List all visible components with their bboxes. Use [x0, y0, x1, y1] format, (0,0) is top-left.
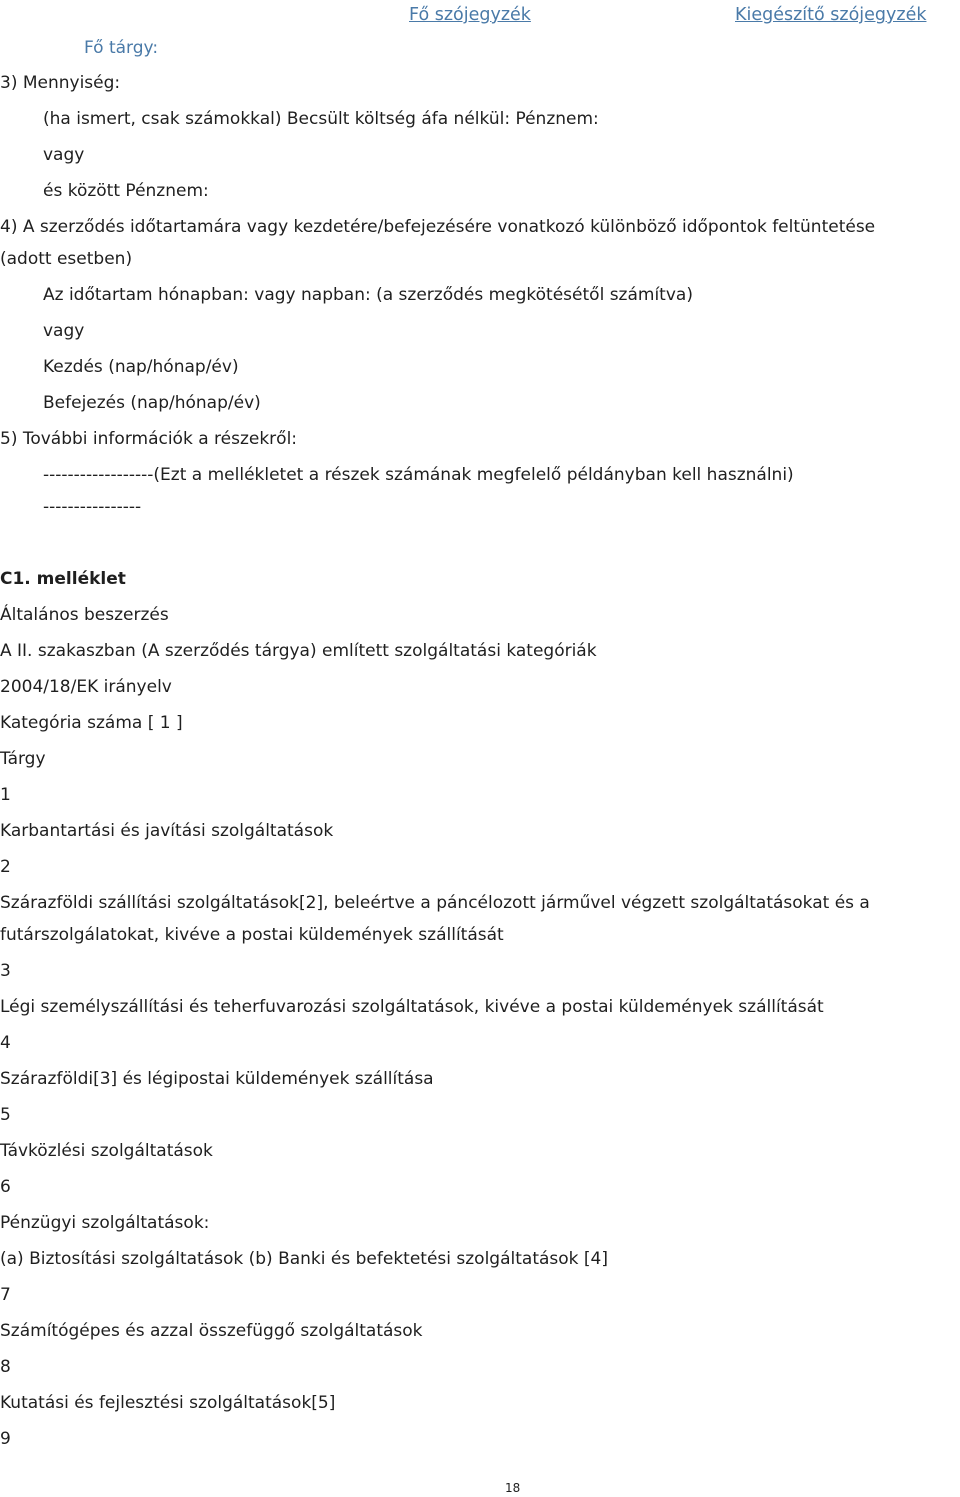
supplementary-vocabulary-link[interactable]: Kiegészítő szójegyzék: [735, 5, 927, 25]
category-item-number: 9: [0, 1429, 11, 1449]
section-4-or: vagy: [43, 321, 85, 341]
section-4-start-date: Kezdés (nap/hónap/év): [43, 357, 239, 377]
category-item-number: 1: [0, 785, 11, 805]
main-vocabulary-link[interactable]: Fő szójegyzék: [409, 5, 531, 25]
category-item-text: Légi személyszállítási és teherfuvarozási szolgáltatások, kivéve a postai küldemények szállítását: [0, 997, 824, 1017]
category-item-text: Számítógépes és azzal összefüggő szolgáltatások: [0, 1321, 423, 1341]
category-item-text: Pénzügyi szolgáltatások:: [0, 1213, 210, 1233]
category-item-number: 3: [0, 961, 11, 981]
section-3-range-line: és között Pénznem:: [43, 181, 209, 201]
category-item-text: Szárazföldi szállítási szolgáltatások[2], beleértve a páncélozott járművel végzett szolgáltatásokat és a: [0, 893, 870, 913]
page-number: 18: [505, 1481, 521, 1495]
category-item-text-cont: futárszolgálatokat, kivéve a postai küldemények szállítását: [0, 925, 504, 945]
category-item-number: 5: [0, 1105, 11, 1125]
main-subject-label: Fő tárgy:: [84, 38, 159, 58]
category-item-number: 7: [0, 1285, 11, 1305]
section-4-duration-line: Az időtartam hónapban: vagy napban: (a szerződés megkötésétől számítva): [43, 285, 693, 305]
section-3-or: vagy: [43, 145, 85, 165]
section-5-note: ------------------(Ezt a mellékletet a részek számának megfelelő példányban kell használni): [43, 465, 794, 485]
category-number: Kategória száma [ 1 ]: [0, 713, 183, 733]
category-item-text-cont: (a) Biztosítási szolgáltatások (b) Banki és befektetési szolgáltatások [4]: [0, 1249, 608, 1269]
category-item-number: 6: [0, 1177, 11, 1197]
section-4-heading: 4) A szerződés időtartamára vagy kezdetére/befejezésére vonatkozó különböző időpontok feltüntetése: [0, 217, 876, 237]
annex-intro: A II. szakaszban (A szerződés tárgya) említett szolgáltatási kategóriák: [0, 641, 597, 661]
section-3-heading: 3) Mennyiség:: [0, 73, 121, 93]
category-item-text: Karbantartási és javítási szolgáltatások: [0, 821, 334, 841]
category-item-number: 8: [0, 1357, 11, 1377]
category-item-text: Kutatási és fejlesztési szolgáltatások[5]: [0, 1393, 336, 1413]
subject-header: Tárgy: [0, 749, 46, 769]
section-4-end-date: Befejezés (nap/hónap/év): [43, 393, 261, 413]
section-3-cost-line: (ha ismert, csak számokkal) Becsült költség áfa nélkül: Pénznem:: [43, 109, 599, 129]
category-item-number: 2: [0, 857, 11, 877]
annex-subtitle: Általános beszerzés: [0, 605, 169, 625]
section-4-heading-cont: (adott esetben): [0, 249, 133, 269]
annex-title: C1. melléklet: [0, 569, 126, 589]
section-5-heading: 5) További információk a részekről:: [0, 429, 298, 449]
category-item-text: Távközlési szolgáltatások: [0, 1141, 213, 1161]
category-item-text: Szárazföldi[3] és légipostai küldemények szállítása: [0, 1069, 434, 1089]
category-item-number: 4: [0, 1033, 11, 1053]
annex-directive: 2004/18/EK irányelv: [0, 677, 172, 697]
section-5-note-cont: ----------------: [43, 497, 142, 517]
